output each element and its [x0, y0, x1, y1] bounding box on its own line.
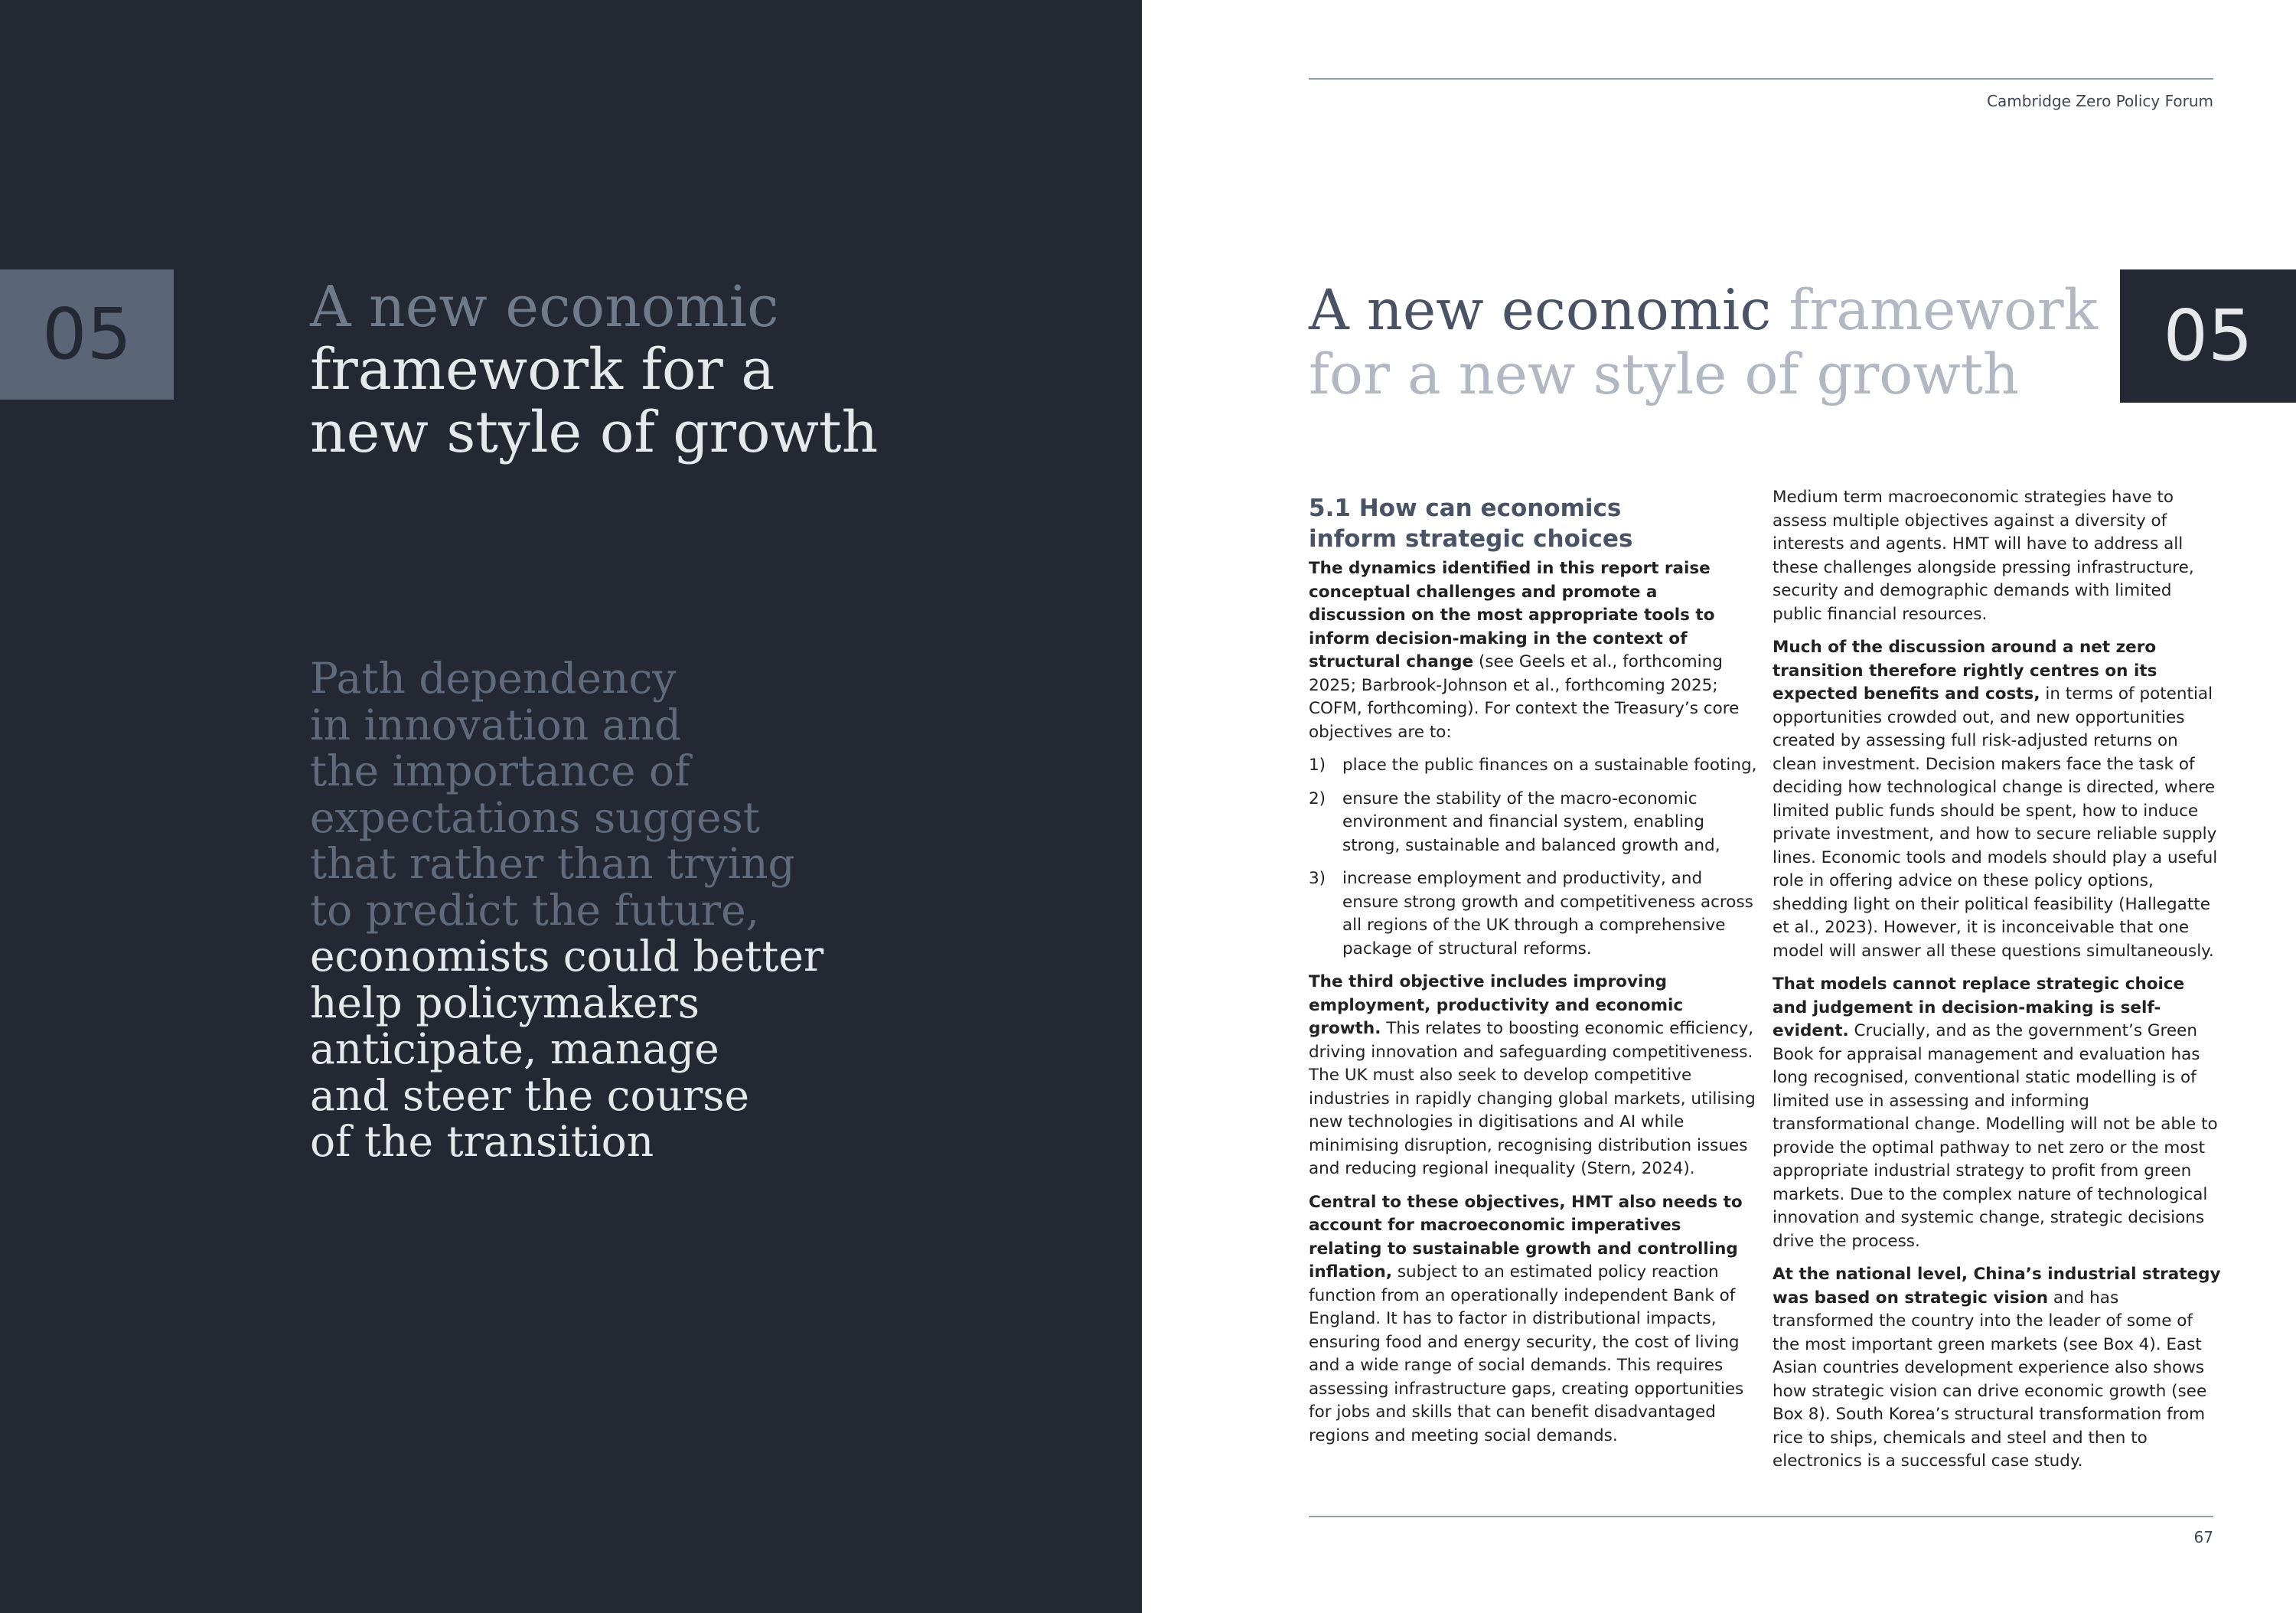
paragraph: [1309, 1191, 1759, 1448]
paragraph-lead: The third objective includes improving employment, productivity and economic growth.: [1309, 972, 1684, 1038]
paragraph: [1773, 636, 2223, 963]
paragraph-body: This relates to boosting economic efficiency, driving innovation and safeguarding competitiveness. The UK must also seek to develop competitive industries in rapidly changing global markets, utilising new technologies in digitisations and AI while minimising disruption, recognising distribution issues and reducing regional inequality (Stern, 2024).: [1309, 1019, 1756, 1178]
list-number: 3): [1309, 869, 1326, 888]
section-title: [1309, 279, 2105, 407]
paragraph-body: (see Geels et al., forthcoming 2025; Barbrook-Johnson et al., forthcoming 2025; COFM, forthcoming). For context the Treasury’s core objectives are to:: [1309, 652, 1740, 742]
paragraph-lead: The dynamics identified in this report raise conceptual challenges and promote a discussion on the most appropriate tools to inform decision-making in the context of structural change: [1309, 559, 1715, 671]
list-text: place the public finances on a sustainable footing,: [1342, 756, 1757, 775]
pull-quote-line: help policymakers: [310, 978, 700, 1027]
chapter-title-line-3: new style of growth: [310, 400, 879, 465]
section-title-dark: A new economic: [1309, 278, 1772, 343]
subsection-heading: [1309, 493, 1759, 554]
paragraph-lead: At the national level, China’s industrial strategy was based on strategic vision: [1773, 1265, 2221, 1308]
paragraph-body: in terms of potential opportunities crowded out, and new opportunities created by assessing full risk-adjusted returns on clean investment. Decision makers face the task of deciding how technological change is directed, where limited public funds should be spent, how to induce private investment, and how to secure reliable supply lines. Economic tools and models should play a useful role in offering advice on these policy options, shedding light on their political feasibility (Hallegatte et al., 2023). However, it is inconceivable that one model will answer all these questions simultaneously.: [1773, 684, 2218, 961]
paragraph: [1773, 973, 2223, 1253]
running-head: Cambridge Zero Policy Forum: [1987, 92, 2213, 110]
footer-rule: [1309, 1516, 2213, 1517]
list-number: 1): [1309, 756, 1326, 775]
paragraph: [1309, 971, 1759, 1181]
paragraph: [1309, 557, 1759, 744]
list-text: ensure the stability of the macro-economic environment and financial system, enabling strong, sustainable and balanced growth and,: [1342, 789, 1720, 855]
pull-quote-line: Path dependency: [310, 654, 677, 703]
paragraph-body: Crucially, and as the government’s Green Book for appraisal management and evaluation has long recognised, conventional static modelling is of limited use in assessing and informing transformational change. Modelling will not be able to provide the optimal pathway to net zero or the most appropriate industrial strategy to profit from green markets. Due to the complex nature of technological innovation and systemic change, strategic decisions drive the process.: [1773, 1021, 2218, 1251]
paragraph-body: and has transformed the country into the leader of some of the most important green markets (see Box 4). East Asian countries development experience also shows how strategic vision can drive economic growth (see Box 8). South Korea’s structural transformation from rice to ships, chemicals and steel and then to electronics is a successful case study.: [1773, 1288, 2207, 1471]
subsection-heading-line: 5.1 How can economics: [1309, 495, 1622, 522]
list-text: increase employment and productivity, and ensure strong growth and competitiveness across all regions of the UK through a comprehensive package of structural reforms.: [1342, 869, 1753, 958]
pull-quote-line: expectations suggest: [310, 792, 760, 842]
objectives-list: [1309, 754, 1759, 961]
pull-quote-line: the importance of: [310, 746, 690, 795]
paragraph-lead: That models cannot replace strategic choice and judgement in decision-making is self-evident.: [1773, 975, 2185, 1040]
header-rule: [1309, 78, 2213, 80]
chapter-number-badge: 05: [0, 269, 174, 400]
page-number: 67: [2193, 1528, 2213, 1546]
chapter-number-badge-right: 05: [2120, 269, 2296, 403]
pull-quote-line: anticipate, manage: [310, 1024, 719, 1073]
list-item: [1309, 867, 1759, 961]
pull-quote: [310, 655, 1075, 1165]
paragraph-body: subject to an estimated policy reaction function from an operationally independent Bank of England. It has to factor in distributional impacts, ensuring food and energy security, the cost of living and a wide range of social demands. This requires assessing infrastructure gaps, creating opportunities for jobs and skills that can benefit disadvantaged regions and meeting social demands.: [1309, 1262, 1744, 1445]
list-number: 2): [1309, 789, 1326, 808]
list-item: [1309, 788, 1759, 858]
pull-quote-line: to predict the future,: [310, 885, 760, 935]
pull-quote-line: that rather than trying: [310, 839, 795, 888]
text-column-2: [1773, 486, 2223, 1484]
text-column-1: [1309, 493, 1759, 1458]
pull-quote-line: and steer the course: [310, 1070, 750, 1120]
paragraph-lead: Much of the discussion around a net zero transition therefore rightly centres on its expected benefits and costs,: [1773, 638, 2157, 704]
chapter-title-line-2: framework for a: [310, 337, 775, 403]
paragraph: [1773, 1263, 2223, 1474]
chapter-title-line-1: A new economic: [310, 274, 779, 340]
chapter-title: [310, 276, 1075, 464]
pull-quote-line: of the transition: [310, 1117, 654, 1166]
list-item: [1309, 754, 1759, 778]
paragraph: Medium term macroeconomic strategies have to assess multiple objectives against a diversity of interests and agents. HMT will have to address all these challenges alongside pressing infrastructure, security and demographic demands with limited public financial resources.: [1773, 488, 2194, 624]
left-page: [0, 0, 1142, 1613]
paragraph-lead: Central to these objectives, HMT also needs to account for macroeconomic imperatives relating to sustainable growth and controlling inflation,: [1309, 1192, 1743, 1282]
section-title-light: for a new style of growth: [1309, 342, 2020, 407]
section-title-light: framework: [1789, 278, 2098, 343]
subsection-heading-line: inform strategic choices: [1309, 525, 1633, 553]
pull-quote-line: in innovation and: [310, 700, 682, 749]
pull-quote-line: economists could better: [310, 932, 824, 981]
